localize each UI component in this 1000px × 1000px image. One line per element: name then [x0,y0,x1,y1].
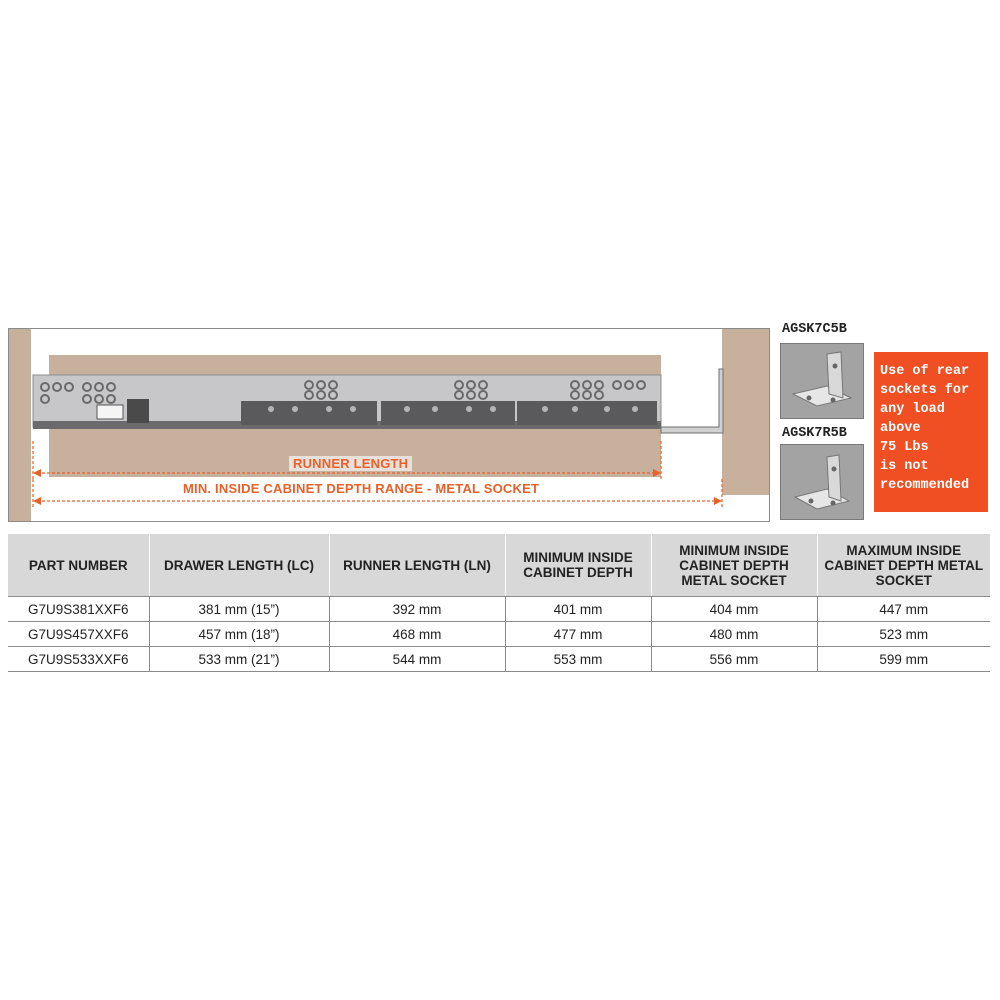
socket-code-agsk7r5b: AGSK7R5B [782,426,847,441]
max-depth-socket-cell: 523 mm [817,622,990,647]
metal-bracket-icon [781,344,863,418]
runner-carriage-1 [241,401,377,425]
runner-carriage-3 [517,401,657,425]
drawer-length-cell: 457 mm (18”) [149,622,329,647]
metal-bracket-icon [781,445,863,519]
min-depth-cell: 401 mm [505,597,651,622]
header-min-cabinet-depth: MINIMUM INSIDE CABINET DEPTH [505,534,651,597]
header-min-cabinet-depth-metal-socket: MINIMUM INSIDE CABINET DEPTH METAL SOCKET [651,534,817,597]
part-number-cell: G7U9S381XXF6 [8,597,149,622]
header-part-number: PART NUMBER [8,534,149,597]
drawer-length-cell: 381 mm (15”) [149,597,329,622]
part-number-cell: G7U9S457XXF6 [8,622,149,647]
min-depth-socket-cell: 404 mm [651,597,817,622]
min-depth-cell: 553 mm [505,647,651,672]
depth-range-label: MIN. INSIDE CABINET DEPTH RANGE - METAL SOCKET [179,481,543,496]
min-depth-cell: 477 mm [505,622,651,647]
table-row [8,597,990,622]
runner-length-cell: 544 mm [329,647,505,672]
socket-code-agsk7c5b: AGSK7C5B [782,322,847,337]
runner-length-label: RUNNER LENGTH [289,456,412,471]
header-max-cabinet-depth-metal-socket: MAXIMUM INSIDE CABINET DEPTH METAL SOCKET [817,534,990,597]
spec-table [8,534,990,672]
depth-range-arrow-right [714,497,722,505]
socket-photo-agsk7c5b [780,343,864,419]
table-row [8,622,990,647]
depth-range-arrow-left [33,497,41,505]
runner-length-arrow-left [33,469,41,477]
min-depth-socket-cell: 556 mm [651,647,817,672]
cabinet-back-wall [722,329,769,495]
header-runner-length: RUNNER LENGTH (LN) [329,534,505,597]
drawer-length-cell: 533 mm (21”) [149,647,329,672]
max-depth-socket-cell: 447 mm [817,597,990,622]
part-number-cell: G7U9S533XXF6 [8,647,149,672]
max-depth-socket-cell: 599 mm [817,647,990,672]
runner-length-cell: 468 mm [329,622,505,647]
runner-diagram [8,328,770,522]
load-warning-text: Use of rear sockets for any load above 75 Lbs is not recommended [880,364,970,493]
runner-carriage-2 [381,401,515,425]
header-drawer-length: DRAWER LENGTH (LC) [149,534,329,597]
min-depth-socket-cell: 480 mm [651,622,817,647]
load-warning-box [874,352,988,512]
rear-metal-socket [661,369,723,433]
socket-photo-agsk7r5b [780,444,864,520]
cabinet-front-wall [9,329,31,521]
release-lever [127,399,149,423]
runner-length-cell: 392 mm [329,597,505,622]
table-row [8,647,990,672]
table-header-row [8,534,990,597]
locking-device [97,405,123,419]
